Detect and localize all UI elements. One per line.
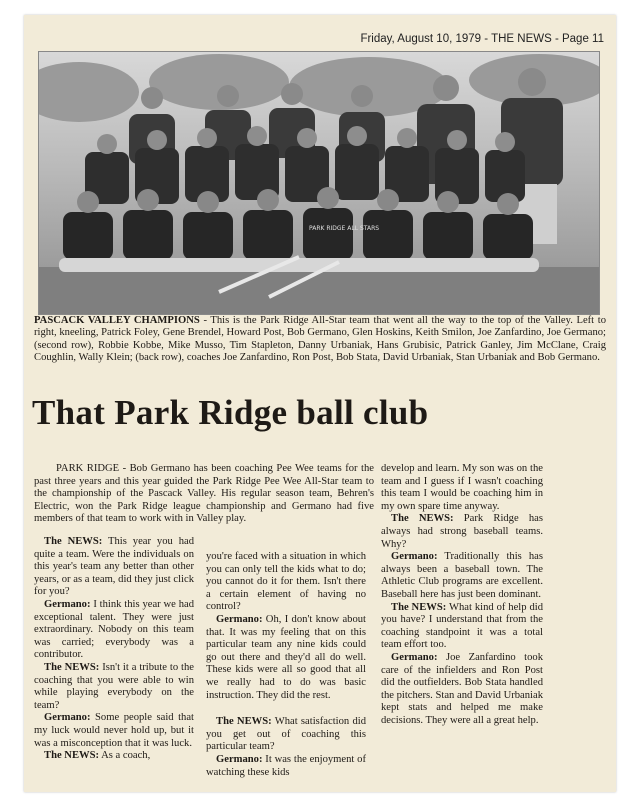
caption-lead: PASCACK VALLEY CHAMPIONS: [34, 315, 200, 326]
newspaper-page: [24, 15, 616, 792]
paragraph: Germano: It was the enjoyment of watching these kids: [206, 753, 366, 778]
paragraph: The NEWS: This year you had quite a team. Were the individuals on this year's team any better than other years, or as a team, did they just click for you?: [34, 536, 195, 598]
paragraph: Germano: Joe Zanfardino took care of the infielders and Ron Post did the outfielders. Bob Stata handled the pitchers. Stan and David Urbaniak kept stats and helped me make decisions. They were all a great help.: [381, 651, 543, 726]
paragraph: The NEWS: Isn't it a tribute to the coaching that you were able to win while playing everybody on the team?: [34, 661, 194, 711]
team-photo-image: [39, 52, 599, 314]
paragraph: Germano: Traditionally this has always been a baseball town. The Athletic Club programs are excellent. Baseball here has just been dominant.: [381, 551, 543, 600]
article-column-3: [381, 463, 543, 727]
photo-caption: [34, 315, 606, 365]
article-column-1: [34, 536, 194, 763]
paragraph: Germano: Oh, I don't know about that. It was my feeling that on this particular team any nine kids could go out there and they'd all do well. These kids were all so good that all we really had to do was basic instruction. They did the rest.: [206, 613, 366, 701]
team-photo: [38, 51, 600, 315]
shirt-lettering: PARK RIDGE ALL STARS: [309, 225, 380, 232]
article-intro: PARK RIDGE - Bob Germano has been coaching Pee Wee teams for the past three years and this year guided the Park Ridge Pee Wee All-Star team to the championship of the Pascack Valley. His regular season team, Behren's Electric, won the Park Ridge league championship and Germano had five members of that team to work with in Valley play.: [34, 463, 374, 525]
paragraph: The NEWS: As a coach,: [44, 750, 151, 762]
paragraph: The NEWS: What kind of help did you have? I understand that from the coaching standpoint it was a total team effort too.: [381, 601, 543, 651]
article-headline: That Park Ridge ball club: [32, 393, 429, 432]
paragraph: The NEWS: What satisfaction did you get out of coaching this particular team?: [206, 716, 366, 753]
paragraph: Germano: I think this year we had exceptional talent. They were just extraordinary. Nobody on this team was carried; everybody was a contributor.: [34, 598, 194, 661]
paragraph: The NEWS: Park Ridge has always had strong baseball teams. Why?: [381, 513, 543, 550]
paragraph: develop and learn. My son was on the team and I guess if I wasn't coaching this team I would be coaching him in my own spare time anyway.: [381, 463, 543, 512]
article-column-2: [206, 551, 366, 779]
caption-text: - This is the Park Ridge All-Star team that went all the way to the top of the Valley. Left to right, kneeling, Patrick Foley, Gene Brendel, Howard Post, Bob Germano, Glen Hoskins, Keith Smilon, Joe Zanfardino, Joe Germano; (second row), Robbie Kobbe, Mike Musso, Tim Stapleton, Danny Urbaniak, Hans Grubisic, Patrick Ganley, Jim McClane, Craig Coughlin, Wally Klein; (back row), coaches Joe Zanfardino, Ron Post, Bob Stata, David Urbaniak, Stan Urbaniak and Bob Germano.: [34, 315, 606, 364]
page-header: Friday, August 10, 1979 - THE NEWS - Page 11: [360, 33, 604, 45]
paragraph: you're faced with a situation in which you can only tell the kids what to do; you cannot do it for them. Isn't there a certain element of having no control?: [206, 551, 366, 613]
paragraph: Germano: Some people said that my luck would never hold up, but it was a misconception that it was luck.: [34, 712, 194, 749]
